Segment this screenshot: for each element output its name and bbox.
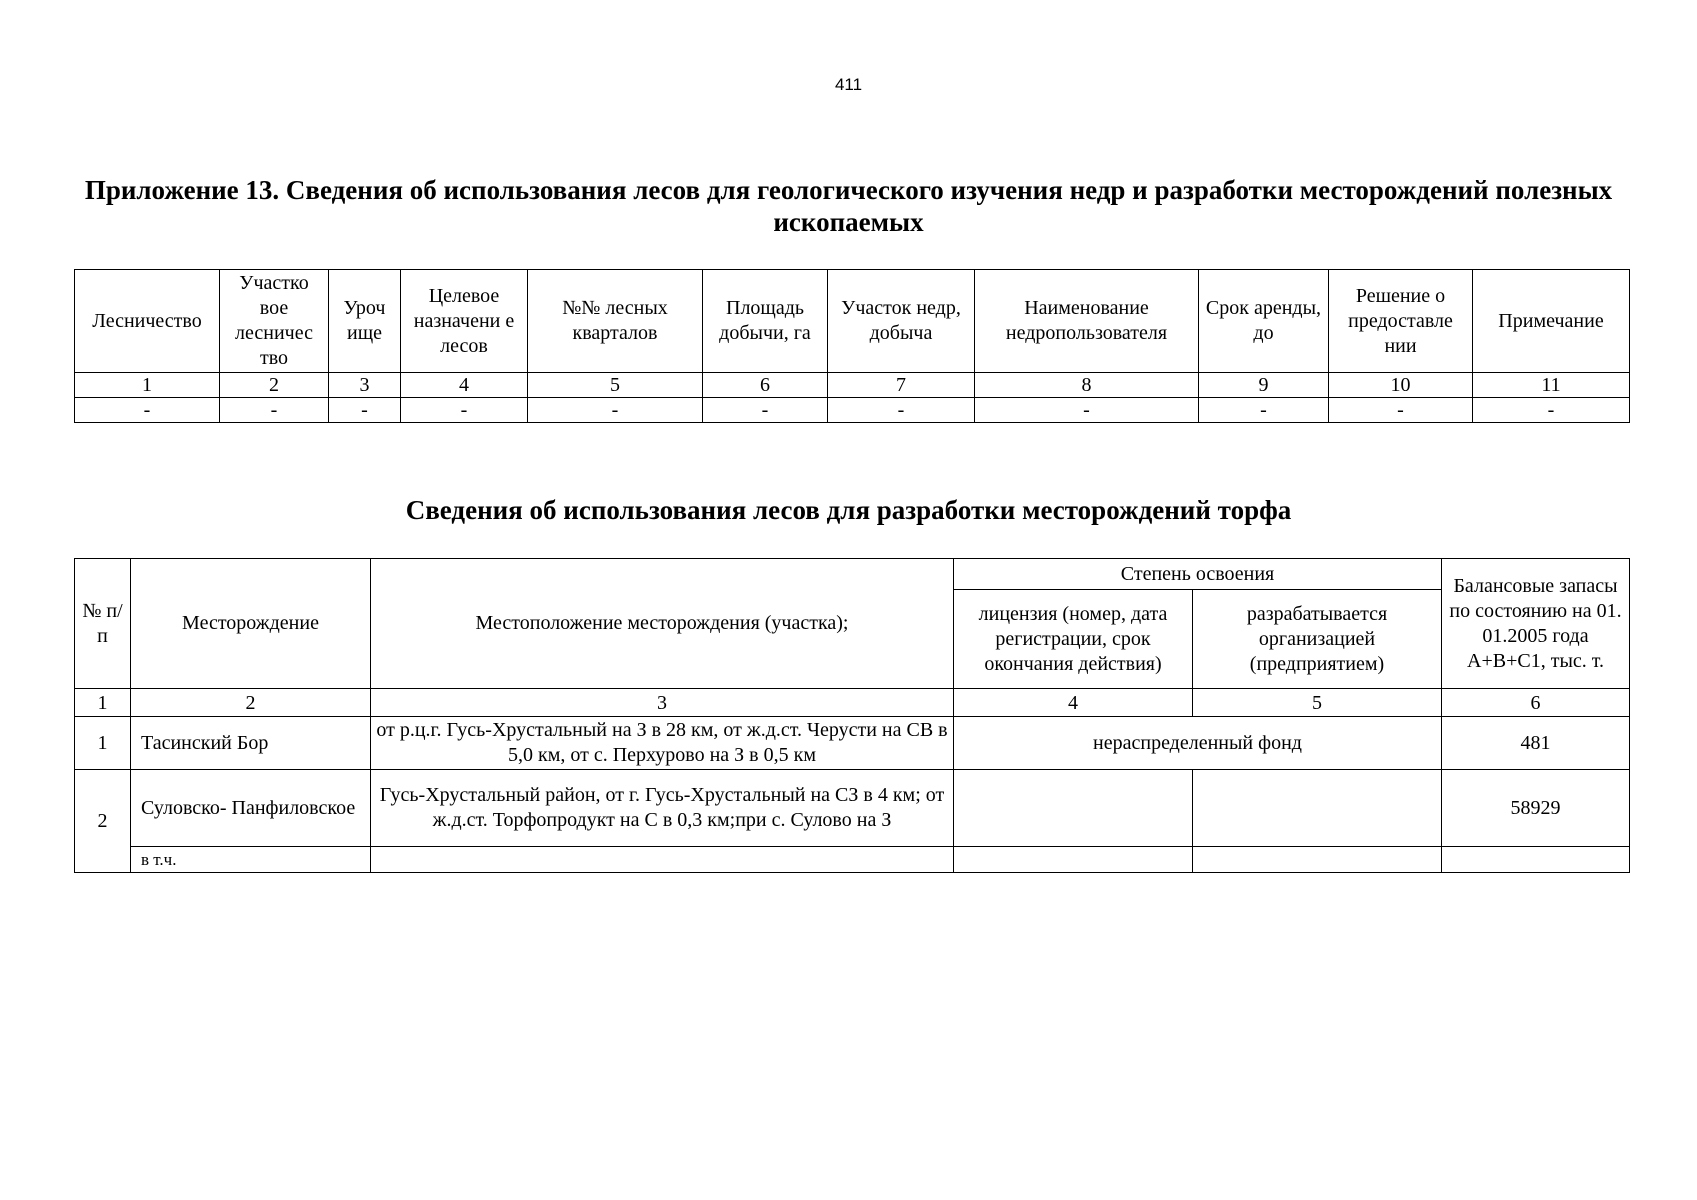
table-cell bbox=[954, 847, 1193, 873]
table-cell: - bbox=[220, 398, 329, 423]
column-number: 7 bbox=[828, 373, 975, 398]
table-row bbox=[75, 770, 1630, 847]
balance-reserves: 58929 bbox=[1442, 770, 1630, 847]
development-status: нераспределенный фонд bbox=[954, 717, 1442, 770]
table-cell: - bbox=[828, 398, 975, 423]
peat-table-header-row bbox=[75, 559, 1630, 590]
column-number: 2 bbox=[131, 689, 371, 717]
column-number: 3 bbox=[371, 689, 954, 717]
header-extraction-area: Площадь добычи, га bbox=[703, 270, 828, 373]
column-number: 4 bbox=[954, 689, 1193, 717]
deposit-location: Гусь-Хрустальный район, от г. Гусь-Хрустальный на СЗ в 4 км; от ж.д.ст. Торфопродукт на С в 0,3 км;при с. Сулово на З bbox=[371, 770, 954, 847]
table-row bbox=[75, 717, 1630, 770]
balance-reserves: 481 bbox=[1442, 717, 1630, 770]
table-cell: - bbox=[528, 398, 703, 423]
table-cell bbox=[1442, 847, 1630, 873]
column-number: 4 bbox=[401, 373, 528, 398]
header-grant-decision: Решение о предоставле нии bbox=[1329, 270, 1473, 373]
forest-use-table bbox=[74, 269, 1630, 423]
header-forest-purpose: Целевое назначени е лесов bbox=[401, 270, 528, 373]
column-number-row bbox=[75, 689, 1630, 717]
table-row bbox=[75, 847, 1630, 873]
table-cell bbox=[371, 847, 954, 873]
table-cell: - bbox=[329, 398, 401, 423]
column-number: 6 bbox=[1442, 689, 1630, 717]
forest-table-header-row bbox=[75, 270, 1630, 373]
table-cell: - bbox=[401, 398, 528, 423]
deposit-name: Тасинский Бор bbox=[131, 717, 371, 770]
row-number: 2 bbox=[75, 770, 131, 873]
header-license: лицензия (номер, дата регистрации, срок окончания действия) bbox=[954, 590, 1193, 689]
column-number-row bbox=[75, 373, 1630, 398]
header-forestry: Лесничество bbox=[75, 270, 220, 373]
header-district-forestry: Участко вое лесничес тво bbox=[220, 270, 329, 373]
header-development-degree: Степень освоения bbox=[954, 559, 1442, 590]
header-lease-term: Срок аренды, до bbox=[1199, 270, 1329, 373]
header-developed-by: разрабатывается организацией (предприятием) bbox=[1193, 590, 1442, 689]
header-forest-quarters: №№ лесных кварталов bbox=[528, 270, 703, 373]
peat-deposits-table bbox=[74, 558, 1630, 873]
column-number: 1 bbox=[75, 689, 131, 717]
page-number: 411 bbox=[834, 75, 863, 94]
table-cell: - bbox=[1473, 398, 1630, 423]
appendix-title: Приложение 13. Сведения об использования лесов для геологического изучения недр и разработки месторождений полезных ископаемых bbox=[84, 175, 1613, 237]
table-cell: - bbox=[703, 398, 828, 423]
license-cell bbox=[954, 770, 1193, 847]
header-tract: Уроч ище bbox=[329, 270, 401, 373]
column-number: 5 bbox=[528, 373, 703, 398]
column-number: 1 bbox=[75, 373, 220, 398]
column-number: 11 bbox=[1473, 373, 1630, 398]
table-cell: - bbox=[1329, 398, 1473, 423]
header-subsoil-site: Участок недр, добыча bbox=[828, 270, 975, 373]
header-balance-reserves: Балансовые запасы по состоянию на 01. 01.2005 года А+В+С1, тыс. т. bbox=[1442, 559, 1630, 689]
table-cell: - bbox=[75, 398, 220, 423]
row-number: 1 bbox=[75, 717, 131, 770]
peat-section-title: Сведения об использования лесов для разработки месторождений торфа bbox=[405, 495, 1292, 525]
deposit-name: Суловско- Панфиловское bbox=[131, 770, 371, 847]
column-number: 8 bbox=[975, 373, 1199, 398]
table-cell: - bbox=[1199, 398, 1329, 423]
column-number: 5 bbox=[1193, 689, 1442, 717]
header-deposit: Месторождение bbox=[131, 559, 371, 689]
column-number: 10 bbox=[1329, 373, 1473, 398]
column-number: 6 bbox=[703, 373, 828, 398]
deposit-location: от р.ц.г. Гусь-Хрустальный на З в 28 км, от ж.д.ст. Черусти на СВ в 5,0 км, от с. Перхурово на З в 0,5 км bbox=[371, 717, 954, 770]
header-row-number: № п/п bbox=[75, 559, 131, 689]
table-row bbox=[75, 398, 1630, 423]
header-location: Местоположение месторождения (участка); bbox=[371, 559, 954, 689]
including-label: в т.ч. bbox=[131, 847, 371, 873]
developed-by-cell bbox=[1193, 770, 1442, 847]
header-subsoil-user: Наименование недропользователя bbox=[975, 270, 1199, 373]
table-cell bbox=[1193, 847, 1442, 873]
column-number: 3 bbox=[329, 373, 401, 398]
column-number: 2 bbox=[220, 373, 329, 398]
header-note: Примечание bbox=[1473, 270, 1630, 373]
table-cell: - bbox=[975, 398, 1199, 423]
column-number: 9 bbox=[1199, 373, 1329, 398]
